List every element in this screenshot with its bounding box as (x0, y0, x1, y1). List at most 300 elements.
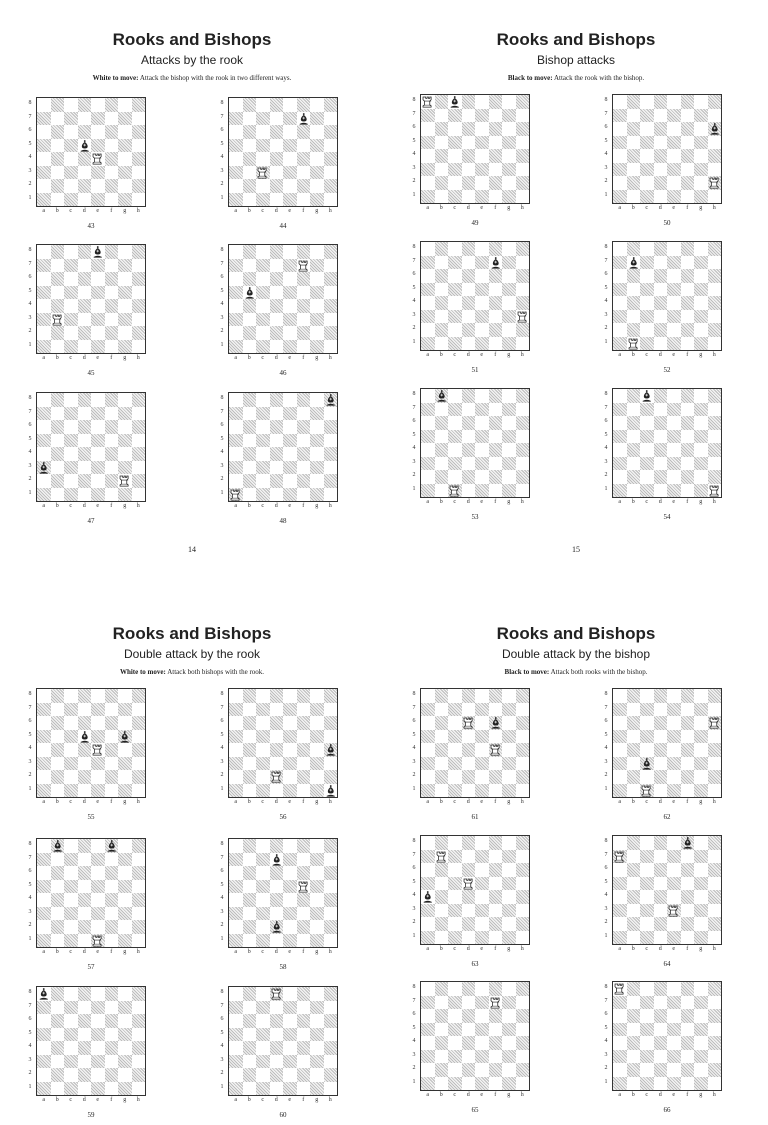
white-rook-icon (118, 474, 132, 488)
file-label: a (426, 205, 430, 211)
dark-square (229, 407, 243, 421)
dark-square (243, 1068, 257, 1082)
rank-label: 1 (604, 485, 608, 492)
dark-square (667, 730, 681, 744)
diagram-number: 64 (663, 960, 671, 968)
rank-label: 2 (604, 772, 608, 778)
rank-label: 8 (28, 395, 32, 401)
dark-square (640, 1077, 654, 1091)
rank-label: 5 (28, 881, 32, 888)
dark-square (283, 434, 297, 448)
dark-square (694, 109, 708, 123)
rank-label: 4 (412, 298, 416, 304)
black-bishop-icon (640, 757, 654, 771)
dark-square (475, 109, 489, 123)
dark-square (78, 893, 92, 907)
dark-square (448, 337, 462, 351)
file-label: g (507, 205, 511, 211)
file-label: d (82, 208, 86, 214)
dark-square (118, 340, 132, 354)
dark-square (448, 430, 462, 444)
file-label: d (82, 1097, 86, 1103)
diagram-number: 50 (663, 219, 671, 227)
chess-diagram-65 (410, 980, 535, 1120)
dark-square (640, 310, 654, 324)
dark-square (37, 853, 51, 867)
dark-square (462, 770, 476, 784)
file-label: b (439, 799, 443, 805)
dark-square (283, 784, 297, 798)
dark-square (78, 447, 92, 461)
dark-square (324, 272, 338, 286)
black-bishop-icon (489, 256, 503, 270)
file-label: g (699, 205, 703, 211)
rank-label: 3 (220, 462, 224, 469)
rank-label: 5 (412, 284, 416, 291)
white-rook-icon (435, 850, 449, 864)
rank-label: 1 (412, 1078, 416, 1085)
dark-square (435, 917, 449, 931)
file-label: d (82, 503, 86, 509)
dark-square (283, 193, 297, 207)
rank-label: 1 (412, 191, 416, 198)
dark-square (132, 326, 146, 340)
dark-square (105, 245, 119, 259)
dark-square (297, 474, 311, 488)
dark-square (435, 296, 449, 310)
dark-square (435, 443, 449, 457)
rank-label: 7 (604, 110, 608, 117)
dark-square (667, 337, 681, 351)
dark-square (694, 931, 708, 945)
rank-label: 6 (412, 1011, 416, 1017)
rank-label: 4 (28, 154, 32, 160)
rank-label: 6 (28, 718, 32, 724)
dark-square (37, 907, 51, 921)
file-label: d (658, 946, 662, 952)
dark-square (270, 420, 284, 434)
dark-square (283, 730, 297, 744)
file-label: f (686, 799, 689, 805)
dark-square (502, 484, 516, 498)
rank-label: 5 (28, 731, 32, 738)
dark-square (462, 863, 476, 877)
dark-square (243, 1041, 257, 1055)
dark-square (435, 416, 449, 430)
dark-square (243, 839, 257, 853)
dark-square (475, 484, 489, 498)
dark-square (118, 488, 132, 502)
dark-square (297, 326, 311, 340)
dark-square (283, 703, 297, 717)
file-label: c (645, 799, 649, 805)
white-rook-icon (667, 904, 681, 918)
dark-square (421, 256, 435, 270)
dark-square (91, 853, 105, 867)
rank-label: 6 (220, 422, 224, 428)
dark-square (310, 193, 324, 207)
rank-label: 8 (28, 100, 32, 106)
rank-label: 1 (604, 785, 608, 792)
diagram-number: 44 (279, 222, 287, 230)
dark-square (708, 743, 722, 757)
white-rook-icon (297, 259, 311, 273)
dark-square (516, 836, 530, 850)
dark-square (256, 259, 270, 273)
dark-square (51, 299, 65, 313)
rank-label: 4 (412, 445, 416, 451)
chess-diagram-59 (26, 985, 151, 1125)
dark-square (475, 730, 489, 744)
dark-square (78, 179, 92, 193)
dark-square (681, 863, 695, 877)
dark-square (489, 242, 503, 256)
file-label: h (712, 799, 716, 805)
dark-square (640, 136, 654, 150)
file-label: b (439, 1092, 443, 1098)
dark-square (78, 1014, 92, 1028)
diagram-number: 43 (87, 222, 95, 230)
dark-square (78, 920, 92, 934)
dark-square (118, 1001, 132, 1015)
dark-square (421, 757, 435, 771)
chess-diagram-52 (602, 240, 727, 380)
dark-square (462, 296, 476, 310)
dark-square (627, 689, 641, 703)
dark-square (118, 112, 132, 126)
file-label: e (288, 1097, 292, 1103)
rank-label: 7 (604, 257, 608, 264)
dark-square (448, 109, 462, 123)
dark-square (297, 920, 311, 934)
instruction-lead: White to move: (92, 74, 139, 82)
file-label: g (507, 1092, 511, 1098)
rank-label: 7 (412, 257, 416, 264)
dark-square (627, 982, 641, 996)
rank-label: 2 (412, 325, 416, 331)
dark-square (270, 125, 284, 139)
rank-label: 3 (220, 908, 224, 915)
rank-label: 6 (412, 418, 416, 424)
dark-square (708, 242, 722, 256)
white-rook-icon (462, 716, 476, 730)
file-label: e (96, 949, 100, 955)
dark-square (448, 1050, 462, 1064)
rank-label: 8 (604, 97, 608, 103)
dark-square (502, 996, 516, 1010)
dark-square (421, 163, 435, 177)
dark-square (297, 1014, 311, 1028)
chess-diagram-56 (218, 687, 343, 827)
dark-square (421, 310, 435, 324)
dark-square (681, 743, 695, 757)
dark-square (516, 863, 530, 877)
dark-square (243, 420, 257, 434)
dark-square (132, 716, 146, 730)
dark-square (627, 149, 641, 163)
file-label: b (439, 499, 443, 505)
file-label: f (302, 949, 305, 955)
dark-square (229, 1082, 243, 1096)
chess-diagram-54 (602, 387, 727, 527)
file-label: g (507, 799, 511, 805)
dark-square (229, 934, 243, 948)
dark-square (681, 689, 695, 703)
dark-square (243, 152, 257, 166)
dark-square (681, 1009, 695, 1023)
rank-label: 8 (604, 391, 608, 397)
dark-square (310, 1082, 324, 1096)
file-label: h (328, 799, 332, 805)
dark-square (502, 457, 516, 471)
dark-square (91, 434, 105, 448)
dark-square (489, 416, 503, 430)
dark-square (489, 323, 503, 337)
dark-square (516, 716, 530, 730)
dark-square (78, 474, 92, 488)
rank-label: 3 (220, 167, 224, 174)
dark-square (105, 1068, 119, 1082)
dark-square (475, 877, 489, 891)
dark-square (421, 1050, 435, 1064)
rank-label: 4 (412, 892, 416, 898)
dark-square (708, 836, 722, 850)
file-label: d (658, 1092, 662, 1098)
white-rook-icon (421, 95, 435, 109)
dark-square (421, 484, 435, 498)
dark-square (502, 1023, 516, 1037)
file-label: d (466, 499, 470, 505)
rank-label: 7 (220, 408, 224, 415)
dark-square (37, 139, 51, 153)
dark-square (435, 890, 449, 904)
dark-square (283, 934, 297, 948)
dark-square (516, 1063, 530, 1077)
dark-square (708, 890, 722, 904)
dark-square (229, 1001, 243, 1015)
file-label: g (315, 355, 319, 361)
dark-square (640, 703, 654, 717)
file-label: e (480, 946, 484, 952)
chess-diagram-43 (26, 96, 151, 236)
dark-square (78, 98, 92, 112)
file-label: e (672, 1092, 676, 1098)
file-label: h (712, 946, 716, 952)
dark-square (64, 934, 78, 948)
instruction-lead: White to move: (119, 668, 166, 676)
chessboard (228, 97, 338, 207)
rank-label: 1 (220, 489, 224, 496)
file-label: b (247, 799, 251, 805)
file-label: d (658, 499, 662, 505)
dark-square (105, 179, 119, 193)
dark-square (640, 850, 654, 864)
file-label: f (302, 1097, 305, 1103)
rank-label: 6 (220, 718, 224, 724)
chessboard (612, 94, 722, 204)
file-label: c (453, 799, 457, 805)
page-number-15: 15 (572, 545, 580, 554)
file-label: d (82, 949, 86, 955)
file-label: c (453, 205, 457, 211)
dark-square (132, 299, 146, 313)
dark-square (462, 416, 476, 430)
file-label: f (110, 949, 113, 955)
file-label: c (645, 205, 649, 211)
dark-square (132, 98, 146, 112)
dark-square (132, 689, 146, 703)
dark-square (51, 179, 65, 193)
dark-square (502, 109, 516, 123)
dark-square (694, 1023, 708, 1037)
file-label: c (69, 208, 73, 214)
dark-square (132, 245, 146, 259)
black-bishop-icon (640, 389, 654, 403)
file-label: h (328, 208, 332, 214)
dark-square (667, 877, 681, 891)
diagram-number: 59 (87, 1111, 95, 1119)
file-label: g (699, 1092, 703, 1098)
black-bishop-icon (435, 389, 449, 403)
dark-square (516, 470, 530, 484)
dark-square (37, 1055, 51, 1069)
dark-square (132, 1068, 146, 1082)
dark-square (105, 98, 119, 112)
dark-square (489, 689, 503, 703)
rank-label: 8 (604, 984, 608, 990)
dark-square (270, 447, 284, 461)
dark-square (462, 443, 476, 457)
dark-square (462, 1063, 476, 1077)
rank-label: 5 (28, 1029, 32, 1036)
rank-label: 2 (28, 1070, 32, 1076)
dark-square (132, 447, 146, 461)
dark-square (310, 139, 324, 153)
dark-square (118, 784, 132, 798)
dark-square (310, 880, 324, 894)
file-label: b (55, 208, 59, 214)
file-label: e (672, 946, 676, 952)
dark-square (613, 109, 627, 123)
file-label: b (439, 205, 443, 211)
file-label: c (645, 1092, 649, 1098)
file-label: d (274, 355, 278, 361)
dark-square (270, 272, 284, 286)
file-label: b (55, 949, 59, 955)
dark-square (78, 393, 92, 407)
dark-square (613, 1077, 627, 1091)
dark-square (243, 866, 257, 880)
dark-square (681, 269, 695, 283)
dark-square (489, 95, 503, 109)
black-bishop-icon (681, 836, 695, 850)
dark-square (627, 917, 641, 931)
dark-square (256, 286, 270, 300)
dark-square (270, 689, 284, 703)
file-label: a (234, 1097, 238, 1103)
dark-square (448, 163, 462, 177)
dark-square (64, 1082, 78, 1096)
dark-square (270, 893, 284, 907)
dark-square (502, 337, 516, 351)
dark-square (475, 403, 489, 417)
dark-square (435, 1036, 449, 1050)
dark-square (310, 1028, 324, 1042)
dark-square (64, 407, 78, 421)
rank-label: 6 (604, 718, 608, 724)
dark-square (694, 430, 708, 444)
file-label: c (261, 1097, 265, 1103)
dark-square (105, 326, 119, 340)
file-label: d (466, 205, 470, 211)
dark-square (681, 242, 695, 256)
dark-square (243, 179, 257, 193)
dark-square (448, 256, 462, 270)
dark-square (708, 269, 722, 283)
dark-square (243, 474, 257, 488)
dark-square (667, 457, 681, 471)
dark-square (297, 152, 311, 166)
file-label: e (96, 799, 100, 805)
dark-square (78, 299, 92, 313)
rank-label: 4 (220, 154, 224, 160)
rank-label: 6 (412, 865, 416, 871)
dark-square (324, 326, 338, 340)
file-label: f (494, 799, 497, 805)
dark-square (270, 743, 284, 757)
dark-square (105, 447, 119, 461)
rank-label: 1 (604, 338, 608, 345)
dark-square (667, 1077, 681, 1091)
dark-square (708, 389, 722, 403)
dark-square (654, 1063, 668, 1077)
rank-label: 2 (604, 178, 608, 184)
dark-square (243, 987, 257, 1001)
dark-square (667, 1050, 681, 1064)
dark-square (91, 1055, 105, 1069)
rank-label: 8 (220, 989, 224, 995)
rank-label: 8 (604, 244, 608, 250)
dark-square (681, 1036, 695, 1050)
rank-label: 5 (604, 431, 608, 438)
file-label: a (234, 208, 238, 214)
dark-square (613, 430, 627, 444)
dark-square (462, 95, 476, 109)
dark-square (613, 730, 627, 744)
file-label: a (42, 503, 46, 509)
dark-square (118, 853, 132, 867)
diagram-number: 61 (471, 813, 479, 821)
dark-square (613, 484, 627, 498)
dark-square (78, 1068, 92, 1082)
dark-square (516, 443, 530, 457)
instruction-attacks-by-rook (42, 74, 342, 82)
dark-square (324, 152, 338, 166)
rank-label: 1 (604, 932, 608, 939)
file-label: d (466, 799, 470, 805)
file-label: h (136, 355, 140, 361)
dark-square (91, 757, 105, 771)
rank-label: 3 (412, 458, 416, 465)
dark-square (708, 416, 722, 430)
dark-square (708, 95, 722, 109)
dark-square (105, 299, 119, 313)
file-label: b (631, 352, 635, 358)
dark-square (105, 1041, 119, 1055)
dark-square (256, 112, 270, 126)
dark-square (708, 470, 722, 484)
rank-label: 2 (412, 919, 416, 925)
